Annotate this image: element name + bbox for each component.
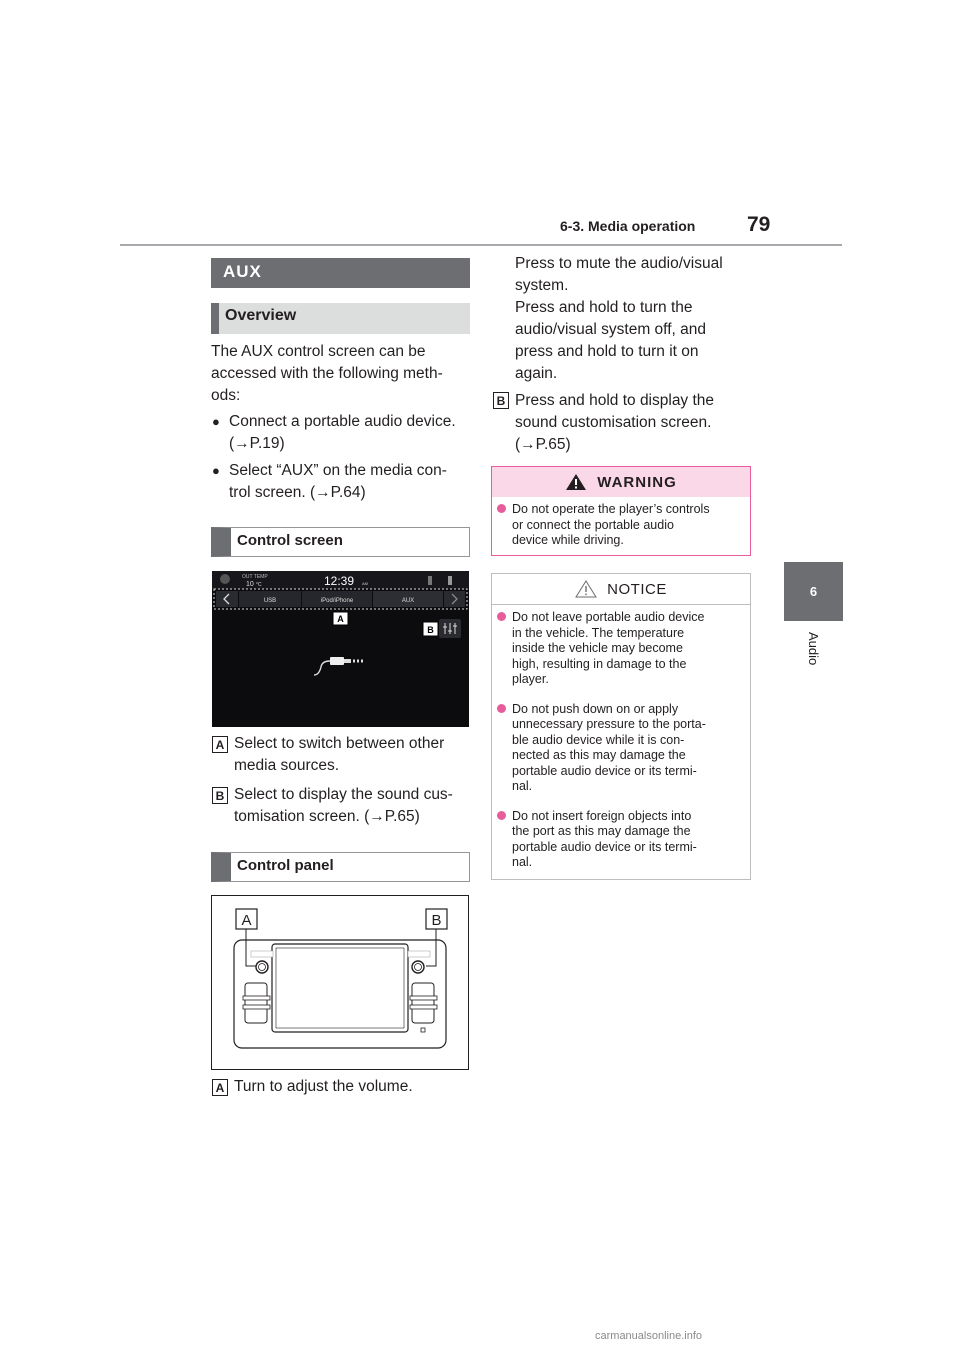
note-line: portable audio device or its termi- — [512, 839, 697, 854]
badge-a: A — [212, 736, 228, 753]
notice-title: NOTICE — [607, 580, 667, 598]
badge-b: B — [212, 787, 228, 804]
overview-heading: Overview — [211, 303, 470, 334]
note-line: nected as this may damage the — [512, 748, 686, 762]
desc-line: tomisation screen. (→P.65) — [234, 808, 420, 825]
page-number: 79 — [747, 213, 771, 236]
item-b-desc — [234, 784, 453, 828]
bullet-line: ● Select “AUX” on the media con- — [229, 460, 447, 482]
battery-icon — [448, 576, 452, 585]
item-a-continuation — [515, 253, 723, 385]
intro-line: ods: — [211, 387, 241, 404]
item-a-desc — [234, 733, 444, 777]
bullet-line: ● Connect a portable audio device. — [229, 411, 456, 433]
panel-callout-a: A — [241, 912, 252, 929]
tab-usb: USB — [263, 598, 277, 604]
temp-value: 10 — [246, 581, 254, 588]
desc-line: (→P.65) — [515, 436, 571, 453]
tab-ipod: iPod/iPhone — [320, 598, 354, 604]
header-rule — [120, 244, 842, 246]
note-line: nal. — [512, 855, 533, 869]
tab-aux: AUX — [401, 598, 415, 604]
screen-svg — [212, 571, 469, 727]
note-line: high, resulting in damage to the — [512, 656, 687, 671]
clock-ampm: AM — [362, 581, 368, 586]
warning-box — [491, 466, 751, 556]
control-panel-heading: Control panel — [211, 852, 470, 882]
notice-triangle-icon — [575, 580, 597, 598]
desc-line: Select to display the sound cus- — [234, 786, 453, 803]
chapter-number: 6 — [809, 584, 818, 599]
note-line: portable audio device or its termi- — [512, 763, 697, 778]
bluetooth-icon — [428, 576, 432, 585]
bullet-dot-icon — [497, 504, 506, 513]
notice-item — [492, 702, 750, 795]
out-temp-label: OUT TEMP — [242, 574, 268, 580]
control-screen-heading: Control screen — [211, 527, 470, 557]
bullet-dot-icon — [497, 704, 506, 713]
control-panel-illustration — [211, 895, 469, 1070]
aux-section-bar: AUX — [211, 258, 470, 288]
desc-line: sound customisation screen. — [515, 414, 712, 431]
desc-line: Turn to adjust the volume. — [234, 1078, 413, 1095]
chapter-tab[interactable] — [784, 562, 843, 621]
note-line: or connect the portable audio — [512, 517, 674, 532]
item-b-right-desc — [515, 390, 714, 456]
callout-b: B — [427, 625, 434, 635]
warning-item — [492, 502, 750, 549]
desc-line: again. — [515, 365, 558, 382]
bullet-item — [229, 460, 447, 504]
note-line: unnecessary pressure to the porta- — [512, 717, 706, 731]
desc-line: Press to mute the audio/visual — [515, 255, 723, 272]
desc-line: media sources. — [234, 757, 340, 774]
note-line: Do not operate the player’s controls — [512, 502, 710, 516]
footer-watermark[interactable]: carmanualsonline.info — [595, 1330, 703, 1342]
bullet-line: (→P.19) — [229, 435, 285, 452]
temp-unit: °C — [256, 582, 262, 588]
desc-line: Press and hold to display the — [515, 392, 715, 409]
note-line: player. — [512, 672, 549, 686]
note-line: Do not insert foreign objects into — [512, 808, 692, 823]
warning-header — [492, 467, 750, 497]
note-line: Do not push down on or apply — [512, 701, 679, 716]
badge-a: A — [212, 1079, 228, 1096]
notice-box — [491, 573, 751, 880]
callout-a: A — [337, 614, 344, 624]
overview-intro — [211, 341, 443, 407]
notice-item — [492, 809, 750, 871]
badge-b: B — [493, 392, 509, 409]
desc-line: Select to switch between other — [234, 735, 445, 752]
panel-item-a-desc — [234, 1076, 413, 1098]
bullet-line: trol screen. (→P.64) — [229, 484, 366, 501]
bullet-dot-icon — [497, 612, 506, 621]
section-title: 6-3. Media operation — [560, 218, 696, 234]
desc-line: press and hold to turn it on — [515, 343, 699, 360]
note-line: ble audio device while it is con- — [512, 732, 685, 747]
desc-line: Press and hold to turn the — [515, 299, 693, 316]
note-line: nal. — [512, 779, 533, 793]
note-line: inside the vehicle may become — [512, 641, 683, 655]
aux-cable-icon — [314, 657, 363, 675]
note-line: in the vehicle. The temperature — [512, 625, 685, 640]
desc-line: system. — [515, 277, 569, 294]
intro-line: The AUX control screen can be — [211, 343, 426, 360]
note-line: the port as this may damage the — [512, 824, 691, 838]
intro-line: accessed with the following meth- — [211, 365, 443, 382]
desc-line: audio/visual system off, and — [515, 321, 706, 338]
control-screen-illustration — [212, 571, 469, 727]
panel-callout-b: B — [431, 912, 442, 929]
notice-item — [492, 610, 750, 688]
sound-settings-icon — [443, 623, 457, 634]
notice-header — [492, 574, 750, 605]
clock: 12:39 — [324, 574, 355, 588]
bullet-item — [229, 411, 456, 455]
note-line: device while driving. — [512, 533, 624, 547]
panel-svg — [212, 896, 468, 1069]
chapter-label: Audio — [806, 632, 821, 666]
note-line: Do not leave portable audio device — [512, 610, 705, 624]
bullet-dot-icon — [497, 811, 506, 820]
warning-triangle-icon — [565, 473, 587, 491]
warning-title: WARNING — [597, 473, 677, 491]
